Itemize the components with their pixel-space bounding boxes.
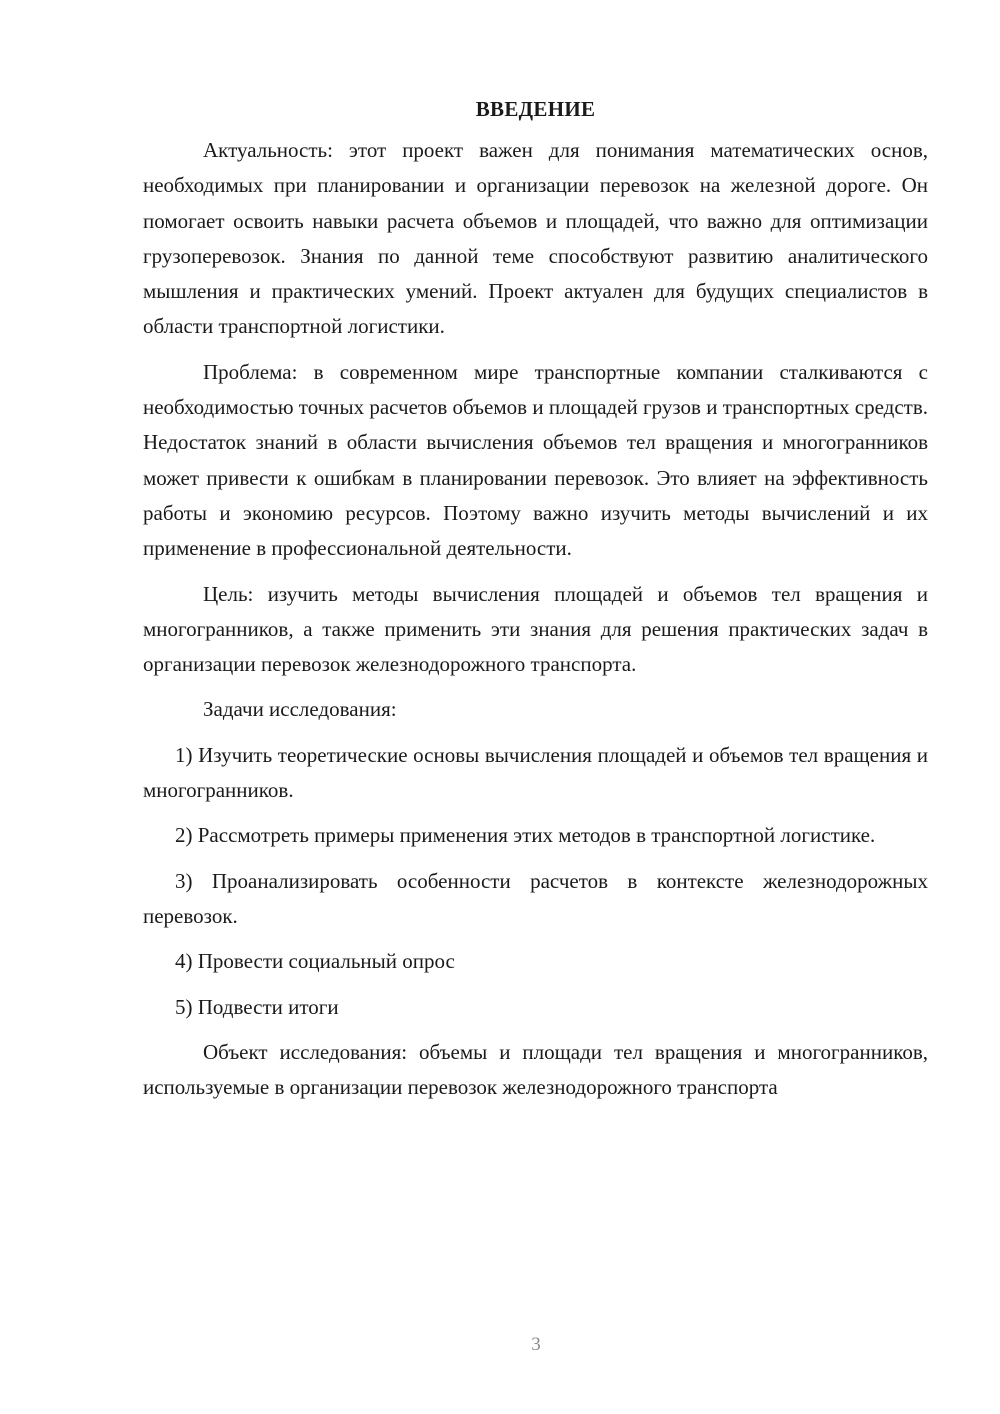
page-title: ВВЕДЕНИЕ bbox=[475, 97, 596, 121]
paragraph-relevance: Актуальность: этот проект важен для понимания математических основ, необходимых при планировании и организации перевозок на железной дороге. Он помогает освоить навыки расчета объемов и площадей, что важно для оптимизации грузоперевозок. Знания по данной теме способствуют развитию аналитического мышления и практических умений. Проект актуален для будущих специалистов в области транспортной логистики. bbox=[143, 138, 928, 339]
page-number: 3 bbox=[531, 1334, 541, 1355]
list-item: 3) Проанализировать особенности расчетов в контексте железнодорожных перевозок. bbox=[143, 868, 928, 928]
tasks-heading: Задачи исследования: bbox=[203, 697, 397, 722]
list-item: 5) Подвести итоги bbox=[175, 994, 339, 1019]
list-item: 4) Провести социальный опрос bbox=[175, 949, 455, 974]
paragraph-problem: Проблема: в современном мире транспортные компании сталкиваются с необходимостью точных расчетов объемов и площадей грузов и транспортных средств. Недостаток знаний в области вычисления объемов тел вращения и многогранников может привести к ошибкам в планировании перевозок. Это влияет на эффективность работы и экономию ресурсов. Поэтому важно изучить методы вычислений и их применение в профессиональной деятельности. bbox=[143, 359, 928, 561]
document-page bbox=[143, 92, 928, 1105]
list-item: 1) Изучить теоретические основы вычисления площадей и объемов тел вращения и многогранников. bbox=[143, 742, 928, 803]
paragraph-goal: Цель: изучить методы вычисления площадей и объемов тел вращения и многогранников, а также применить эти знания для решения практических задач в организации перевозок железнодорожного транспорта. bbox=[143, 581, 928, 677]
paragraph-object: Объект исследования: объемы и площади тел вращения и многогранников, используемые в организации перевозок железнодорожного транспорта bbox=[143, 1039, 928, 1100]
list-item: 2) Рассмотреть примеры применения этих методов в транспортной логистике. bbox=[175, 823, 876, 848]
